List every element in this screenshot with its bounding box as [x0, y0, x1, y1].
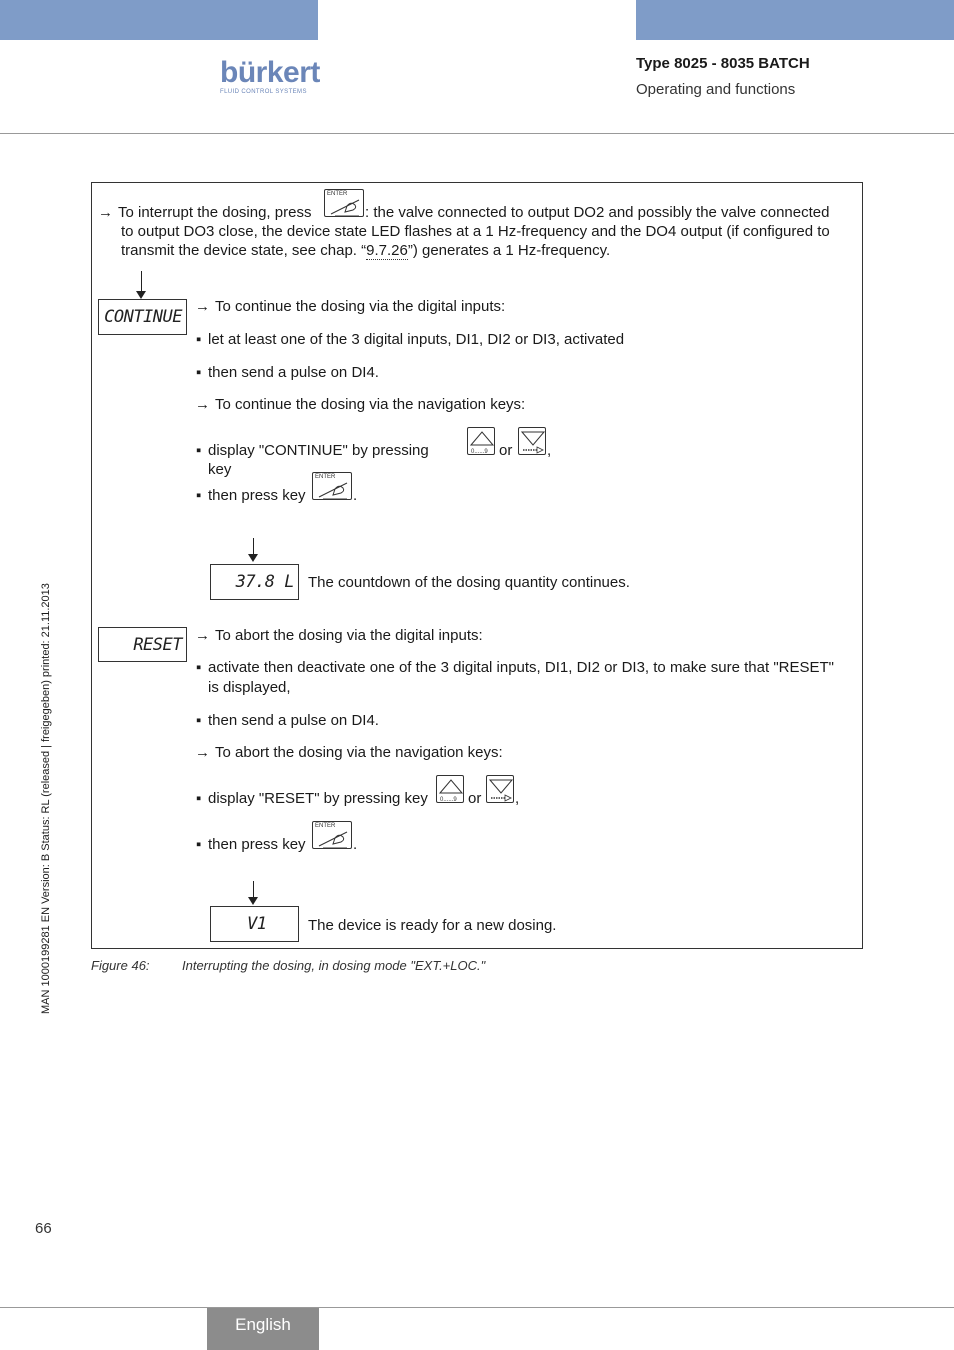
- footer-divider: [0, 1307, 954, 1308]
- continue-di-heading: → To continue the dosing via the digital inputs:: [195, 298, 506, 315]
- figure-frame: [91, 182, 863, 949]
- page-number: 66: [35, 1220, 52, 1237]
- figure-label: Figure 46:: [91, 958, 150, 973]
- continue-nav-heading: → To continue the dosing via the navigation keys:: [195, 396, 526, 413]
- enter-key-icon: ENTER: [324, 189, 364, 217]
- intro-line-3: transmit the device state, see chap. “9.7.26”) generates a 1 Hz-frequency.: [121, 242, 611, 259]
- list-item: ▪ then send a pulse on DI4.: [196, 364, 379, 381]
- header-divider: [0, 133, 954, 134]
- comma-text: ,: [547, 442, 552, 459]
- flow-arrow-line: [141, 271, 142, 291]
- intro-line-2: to output DO3 close, the device state LED flashes at a 1 Hz-frequency and the DO4 output (if configured to: [121, 223, 830, 240]
- or-text: or: [468, 790, 482, 807]
- language-tab: English: [207, 1308, 319, 1350]
- logo-tagline: FLUID CONTROL SYSTEMS: [220, 89, 307, 95]
- arrow-right-icon: →: [195, 627, 210, 644]
- header-band-right: [636, 0, 954, 40]
- intro-line-1: → To interrupt the dosing, press: [98, 204, 312, 221]
- list-item: ▪ then press key: [196, 487, 306, 504]
- svg-text:0......9: 0......9: [471, 449, 488, 455]
- period-text: .: [353, 836, 358, 853]
- list-item: ▪ activate then deactivate one of the 3 digital inputs, DI1, DI2 or DI3, to make sure that "RESET" is displayed,: [196, 659, 834, 696]
- lcd-display-countdown: 37.8 L: [210, 564, 299, 600]
- down-arrow-key-icon: [486, 775, 514, 803]
- document-subtitle: Operating and functions: [636, 81, 796, 98]
- up-arrow-key-icon: [436, 775, 464, 803]
- intro-line-1-rest: : the valve connected to output DO2 and possibly the valve connected: [365, 204, 830, 221]
- arrow-down-icon: [248, 897, 258, 905]
- figure-caption: Interrupting the dosing, in dosing mode "EXT.+LOC.": [182, 958, 486, 973]
- reset-di-heading: → To abort the dosing via the digital inputs:: [195, 627, 483, 644]
- chapter-link[interactable]: 9.7.26: [366, 242, 408, 259]
- or-text: or: [499, 442, 513, 459]
- arrow-right-icon: →: [195, 744, 210, 761]
- enter-key-icon: ENTER: [312, 821, 352, 849]
- side-document-info: MAN 1000199281 EN Version: B Status: RL (released | freigegeben) printed: 21.11.2013: [40, 583, 52, 1014]
- up-arrow-key-icon: [467, 427, 495, 455]
- down-arrow-key-icon: [518, 427, 546, 455]
- lcd-display-continue: CONTINUE: [98, 299, 187, 335]
- list-item: ▪ display "RESET" by pressing key: [196, 790, 428, 807]
- lcd-display-reset: RESET: [98, 627, 187, 662]
- arrow-right-icon: →: [195, 298, 210, 315]
- comma-text: ,: [515, 790, 520, 807]
- ready-text: The device is ready for a new dosing.: [308, 917, 557, 934]
- svg-text:0......9: 0......9: [440, 797, 457, 803]
- document-title: Type 8025 - 8035 BATCH: [636, 55, 810, 72]
- burkert-logo: [220, 58, 320, 95]
- arrow-down-icon: [248, 554, 258, 562]
- arrow-down-icon: [136, 291, 146, 299]
- logo-wordmark: bürkert: [220, 56, 320, 89]
- arrow-right-icon: →: [195, 396, 210, 413]
- list-item: ▪ let at least one of the 3 digital inputs, DI1, DI2 or DI3, activated: [196, 331, 625, 348]
- flow-arrow-line: [253, 881, 254, 897]
- reset-nav-heading: → To abort the dosing via the navigation keys:: [195, 744, 503, 761]
- list-item: ▪ then press key: [196, 836, 306, 853]
- arrow-right-icon: →: [98, 204, 113, 221]
- header-band-left: [0, 0, 318, 40]
- flow-arrow-line: [253, 538, 254, 554]
- list-item: ▪ display "CONTINUE" by pressing key: [196, 442, 429, 478]
- period-text: .: [353, 487, 358, 504]
- lcd-display-v1: V1: [210, 906, 299, 942]
- enter-key-icon: ENTER: [312, 472, 352, 500]
- countdown-text: The countdown of the dosing quantity continues.: [308, 574, 630, 591]
- list-item: ▪ then send a pulse on DI4.: [196, 712, 379, 729]
